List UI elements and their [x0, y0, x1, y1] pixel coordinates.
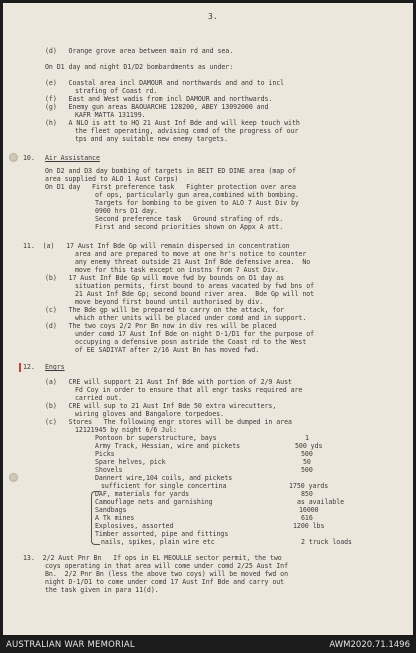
text-line: the task given in para 11(d).	[45, 586, 159, 594]
text-line: coys operating in that area will come under comd 2/25 Aust Inf	[45, 562, 289, 570]
text-line: Picks	[95, 450, 115, 458]
quantity-value: 1750 yards	[289, 482, 329, 490]
text-line: 13. 2/2 Aust Pnr Bn If ops in EL MEOULLE sector permit, the two	[23, 554, 282, 562]
text-line: Second preference task Ground strafing of rds.	[95, 215, 284, 223]
text-line: DAF, materials for yards	[95, 490, 190, 498]
quantity-value: 500 yds	[295, 442, 323, 450]
archive-footer	[0, 635, 416, 653]
text-line: (b) 17 Aust Inf Bde Gp will move fwd by bounds on D1 day as	[45, 274, 285, 282]
text-line: move beyond first bound until authorised by div.	[75, 298, 264, 306]
text-line: (c) The Bde gp will be prepared to carry on the attack, for	[45, 306, 285, 314]
footer-institution: AUSTRALIAN WAR MEMORIAL	[6, 640, 135, 650]
footer-accession-number: AWM2020.71.1496	[329, 640, 410, 650]
text-line: A Tk mines	[95, 514, 135, 522]
text-line: of EE SADIYAT after 2/16 Aust Bn has moved fwd.	[75, 346, 260, 354]
stores-brace	[91, 491, 100, 545]
text-line: strafing of Coast rd.	[75, 87, 158, 95]
text-line: Spare helves, pick	[95, 458, 166, 466]
text-line: under comd 17 Aust Inf Bde on night D-1/D1 for the purpose of	[75, 330, 315, 338]
text-line: (d) Orange grove area between main rd and sea.	[45, 47, 234, 55]
quantity-value: 1	[305, 434, 309, 442]
text-line: which other units will be placed under comd and in support.	[75, 314, 307, 322]
text-line: Explosives, assorted	[95, 522, 174, 530]
text-line: On D2 and D3 day bombing of targets in BEIT ED DINE area (map of	[45, 167, 296, 175]
text-line: Camouflage nets and garnishing	[95, 498, 213, 506]
text-line: Dannert wire,104 coils, and pickets	[95, 474, 233, 482]
text-line: Pontoon br superstructure, bays	[95, 434, 217, 442]
text-line: First and second priorities shown on Appx A att.	[95, 223, 284, 231]
text-line: (c) Stores The following engr stores will be dumped in area	[45, 418, 292, 426]
text-line: On D1 day First preference task Fighter protection over area	[45, 183, 296, 191]
text-line: sufficient for single concertina	[101, 482, 227, 490]
text-line: 11. (a) 17 Aust Inf Bde Gp will remain dispersed in concentration	[23, 242, 290, 250]
quantity-value: 50	[303, 458, 311, 466]
text-line: 21 Aust Inf Bde Gp; second bound river area. Bde Gp will not	[75, 290, 315, 298]
text-line: 12121945 by night 6/6 Jul:	[75, 426, 177, 434]
quantity-value: as available	[297, 498, 345, 506]
text-line: Timber assorted, pipe and fittings	[95, 530, 229, 538]
text-line: (b) CRE will sup to 21 Aust Inf Bde 50 extra wirecutters,	[45, 402, 277, 410]
text-line: Fd Coy in order to ensure that all engr tasks required are	[75, 386, 303, 394]
quantity-value: 500	[301, 450, 313, 458]
text-line: (g) Enemy gun areas BAOUARCHE 128200, ABEY 13092000 and	[45, 103, 269, 111]
text-line: Shovels	[95, 466, 123, 474]
text-line: situation permits, first bound to areas vacated by fwd bns of	[75, 282, 315, 290]
quantity-value: 850	[301, 490, 313, 498]
text-line: move for this task except on instns from 7 Aust Div.	[75, 266, 279, 274]
quantity-value: 500	[301, 466, 313, 474]
text-line: On D1 day and night D1/D2 bombardments as under:	[45, 63, 234, 71]
text-line: carried out.	[75, 394, 123, 402]
quantity-value: 1200 lbs	[293, 522, 325, 530]
text-line: (h) A NLO is att to HQ 21 Aust Inf Bde and will keep touch with	[45, 119, 300, 127]
text-line: area supplied to ALO 1 Aust Corps)	[45, 175, 179, 183]
text-line: wiring gloves and Bangalore torpedoes.	[75, 410, 224, 418]
text-line: Bn. 2/2 Pnr Bn (less the above two coys) will be moved fwd on	[45, 570, 289, 578]
page-number: 3.	[208, 11, 218, 21]
text-line: the fleet operating, advising comd of the progress of our	[75, 127, 299, 135]
red-margin-mark	[19, 363, 21, 372]
quantity-value: 16000	[299, 506, 319, 514]
text-line: Targets for bombing to be given to ALO 7 Aust Div by	[95, 199, 299, 207]
text-line: Engrs	[45, 363, 65, 371]
text-line: 10.	[23, 154, 43, 162]
text-line: (a) CRE will support 21 Aust Inf Bde with portion of 2/9 Aust	[45, 378, 292, 386]
text-line: Army Track, Hessian, wire and pickets	[95, 442, 241, 450]
punch-hole-top	[9, 153, 18, 162]
text-line: (d) The two coys 2/2 Pnr Bn now in div res will be placed	[45, 322, 277, 330]
text-line: of ops, particularly gun area,combined with bombing.	[95, 191, 299, 199]
text-line: any enemy threat outside 21 Aust Inf Bde defensive area. No	[75, 258, 311, 266]
punch-hole-bottom	[9, 473, 18, 482]
text-line: KAFR MATTA 131199.	[75, 111, 146, 119]
text-line: 0900 hrs D1 day.	[95, 207, 158, 215]
quantity-value: 616	[301, 514, 313, 522]
text-line: occupying a defensive posn astride the Coast rd to the West	[75, 338, 307, 346]
text-line: Air Assistance	[45, 154, 100, 162]
text-line: tps and any suitable new enemy targets.	[75, 135, 228, 143]
text-line: night D-1/D1 to come under comd 17 Aust Inf Bde and carry out	[45, 578, 285, 586]
text-line: area and are prepared to move at one hr's notice to counter	[75, 250, 307, 258]
text-line: (e) Coastal area incl DAMOUR and northwards and and to incl	[45, 79, 285, 87]
quantity-value: 2 truck loads	[301, 538, 352, 546]
text-line: Sandbags	[95, 506, 127, 514]
text-line: nails, spikes, plain wire etc	[101, 538, 215, 546]
text-line: 12.	[23, 363, 43, 371]
document-page	[3, 3, 413, 635]
text-line: (f) East and West wadis from incl DAMOUR and northwards.	[45, 95, 273, 103]
